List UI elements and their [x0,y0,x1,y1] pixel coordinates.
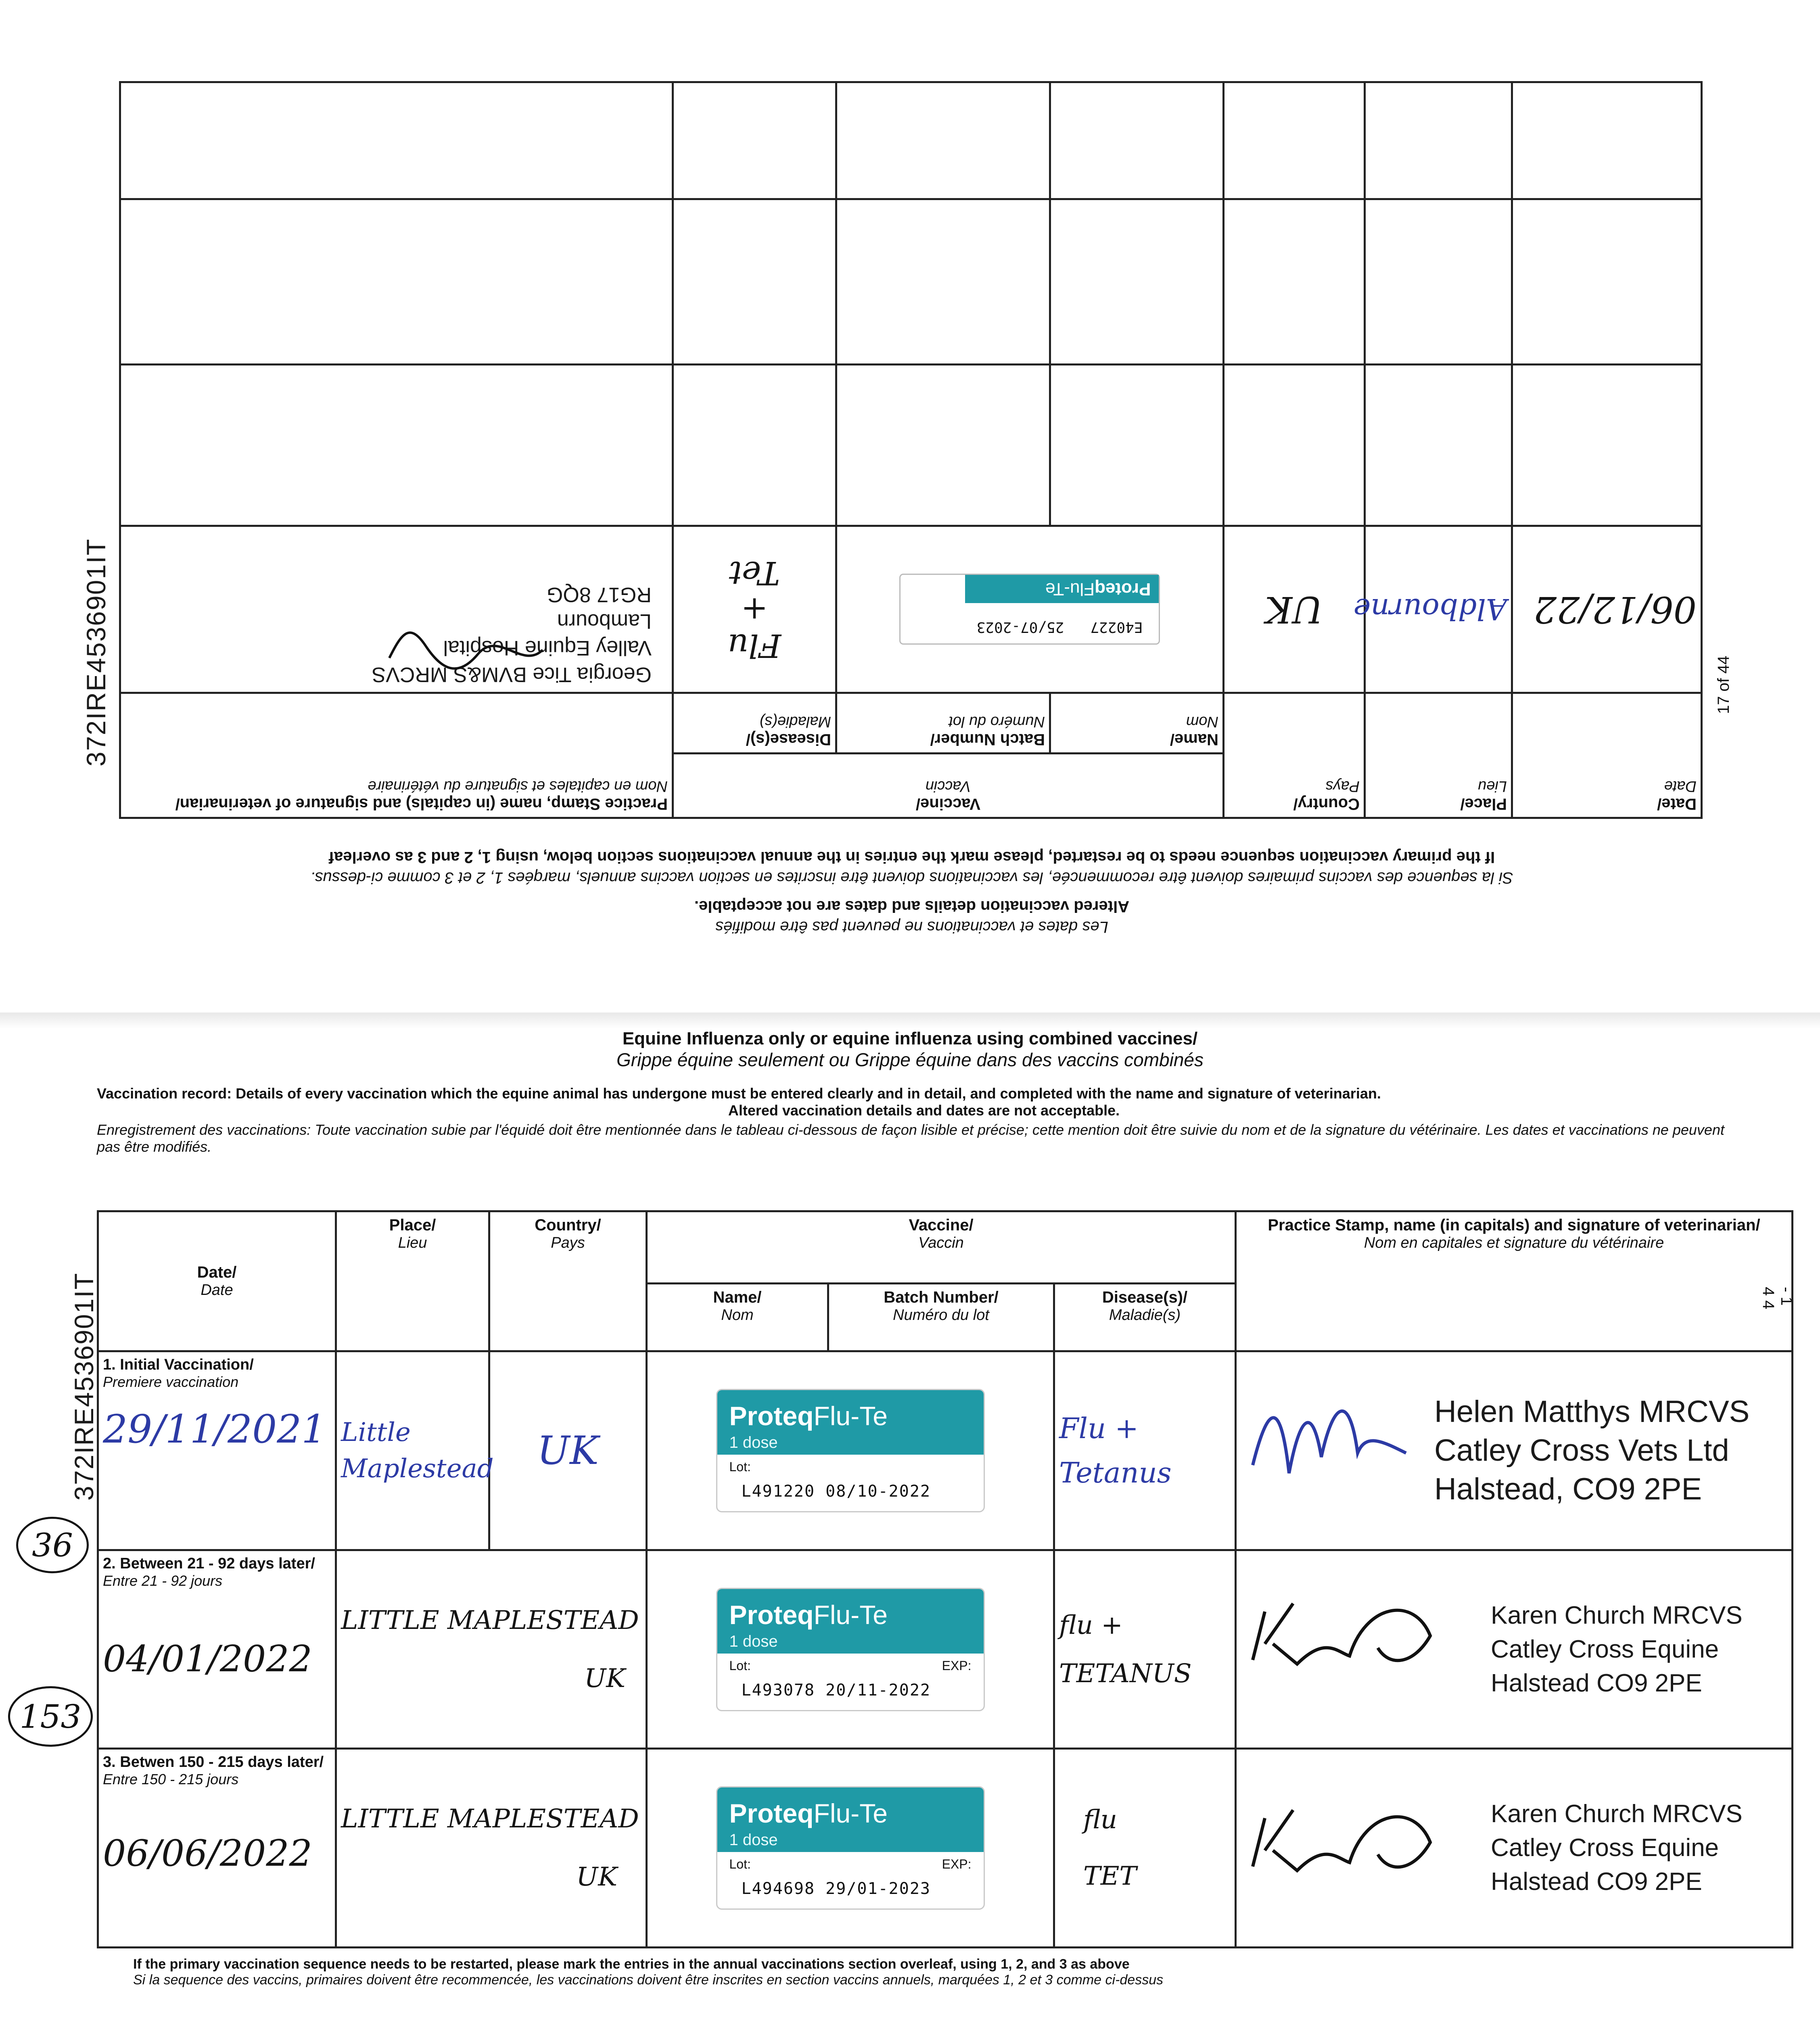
top-entry-disease: Flu + Tet [673,526,836,693]
row-1-vaccine [647,1351,1054,1550]
top-vaccination-table [119,81,1703,819]
row-1-date: 29/11/2021 [103,1407,326,1452]
top-vet-postcode: RG17 8QG [546,583,652,606]
bottom-footer [133,1956,1707,1988]
top-vet-signature [385,626,547,674]
top-entry-vaccine [836,526,1224,693]
top-header-batch: Batch Number/ Numéro du lot [836,693,1050,754]
bottom-page-marker: - 1 4 4 [1759,1287,1795,1309]
bottom-header-disease: Disease(s)/ Maladie(s) [1054,1284,1236,1351]
row-2-vaccine [647,1550,1054,1749]
margin-note-36: 36 [16,1517,89,1573]
margin-note-153: 153 [8,1686,93,1747]
bottom-vaccination-table [97,1210,1793,1948]
row-2-vet-address: Halstead CO9 2PE [1491,1669,1702,1697]
row-3-vet-address: Halstead CO9 2PE [1491,1868,1702,1896]
bottom-footer-fr: Si la sequence des vaccins, primaires doivent être recommencée, les vaccinations doivent être inscrites en section vaccins annuels, marquées 1, 2 et 3 comme ci-dessus [133,1972,1164,1988]
top-notice-fr-2: Les dates et vaccinations ne peuvent pas être modifiés [715,918,1108,936]
bottom-header-name: Name/ Nom [647,1284,828,1351]
top-notice-en-1: If the primary vaccination sequence needs to be restarted, please mark the entries in the annual vaccinations section below, using 1, 2 and 3 as overleaf [328,848,1495,866]
row-2-place: LITTLE MAPLESTEAD UK [336,1550,647,1749]
top-vet-town: Lambourn [557,610,652,633]
row-2-batch: L493078 20/11-2022 [741,1681,931,1700]
bottom-footer-en: If the primary vaccination sequence needs to be restarted, please mark the entries in the annual vaccinations section overleaf, using 1, 2, and 3 as above [133,1956,1130,1972]
row-1-date-cell: 1. Initial Vaccination/ Premiere vaccination 29/11/2021 [98,1351,336,1550]
row-2-vaccine-sticker: ProteqFlu-Te 1 dose Lot: EXP: L493078 20/11-2022 [716,1588,985,1711]
top-notices [121,819,1703,940]
bottom-header-batch: Batch Number/ Numéro du lot [828,1284,1054,1351]
top-header-stamp: Practice Stamp, name (in capitals) and signature of veterinarian/ Nom en capitales et signature du vétérinaire [120,693,673,818]
top-entry-date: 06/12/22 [1512,526,1702,693]
vaccination-row-2 [98,1550,1793,1749]
top-entry-place: Aldbourne [1365,526,1512,693]
row-3-vet-practice: Catley Cross Equine [1491,1834,1719,1862]
row-1-disease: Flu + Tetanus [1054,1351,1236,1550]
row-2-disease: flu + TETANUS [1054,1550,1236,1749]
bottom-page [0,1025,1820,2017]
bottom-header-vaccine: Vaccine/ Vaccin [647,1211,1236,1284]
top-empty-row-2 [120,199,1701,365]
row-3-batch: L494698 29/01-2023 [741,1879,931,1898]
row-2-vet-signature [1245,1587,1471,1692]
row-3-vaccine-sticker: ProteqFlu-Te 1 dose Lot: EXP: L494698 29/01-2023 [716,1786,985,1910]
row-2-country: UK [584,1663,625,1693]
row-2-date-cell: 2. Between 21 - 92 days later/ Entre 21 - 92 jours 04/01/2022 [98,1550,336,1749]
top-empty-row-1 [120,365,1701,526]
row-2-vet-name: Karen Church MRCVS [1491,1601,1743,1629]
row-3-date: 06/06/2022 [103,1832,312,1875]
bottom-passport-number: 372IRE4536901IT [69,1272,99,1501]
top-vaccine-sticker: ProteqFlu-Te E40227 25/07-2023 [900,574,1160,645]
top-passport-number: 372IRE4536901IT [81,538,111,766]
top-header-place: Place/ Lieu [1365,693,1512,818]
top-entry-row [120,526,1701,693]
vaccination-row-3 [98,1749,1793,1948]
bottom-header-stamp: Practice Stamp, name (in capitals) and signature of veterinarian/ Nom en capitales et signature du vétérinaire [1236,1211,1793,1351]
bottom-title [0,1029,1820,1071]
row-2-vet-practice: Catley Cross Equine [1491,1635,1719,1663]
bottom-header-country: Country/ Pays [489,1211,647,1351]
row-1-country: UK [489,1351,647,1550]
row-3-vaccine [647,1749,1054,1948]
row-1-vaccine-sticker: ProteqFlu-Te 1 dose Lot: L491220 08/10-2022 [716,1389,985,1512]
top-header-date: Date/ Date [1512,693,1702,818]
top-empty-row-3 [120,82,1701,199]
row-3-vet-name: Karen Church MRCVS [1491,1800,1743,1828]
top-header-disease: Disease(s)/ Maladie(s) [673,693,836,754]
top-notice-fr-1: Si la sequence des vaccins primaires doivent être recommencée, les vaccinations doivent être inscrites en section vaccins annuels, marqées 1, 2 et 3 comme ci-dessus. [310,869,1513,887]
row-3-country: UK [576,1862,617,1892]
vaccination-row-1 [98,1351,1793,1550]
row-1-vet-practice: Catley Cross Vets Ltd [1434,1433,1729,1468]
row-2-vet [1236,1550,1793,1749]
row-3-vet-signature [1245,1794,1471,1899]
row-1-vet-name: Helen Matthys MRCVS [1434,1394,1750,1429]
row-3-disease: flu TET [1054,1749,1236,1948]
bottom-header-place: Place/ Lieu [336,1211,489,1351]
top-vet-name: Georgia Tice BVM&S MRCVS [372,663,652,686]
top-header-name: Name/ Nom [1050,693,1224,754]
row-3-date-cell: 3. Betwen 150 - 215 days later/ Entre 150 - 215 jours 06/06/2022 [98,1749,336,1948]
bottom-title-fr: Grippe équine seulement ou Grippe équine dans des vaccins combinés [616,1049,1204,1070]
top-entry-country: UK [1224,526,1365,693]
row-1-place: Little Maplestead [336,1351,489,1550]
top-header-vaccine: Vaccine/ Vaccin [673,754,1223,818]
row-1-batch: L491220 08/10-2022 [741,1482,931,1501]
top-form [121,93,1732,940]
bottom-title-en: Equine Influenza only or equine influenza using combined vaccines/ [622,1029,1198,1048]
row-1-vet [1236,1351,1793,1550]
row-1-vet-signature [1245,1384,1414,1489]
top-notice-en-2: Altered vaccination details and dates are not acceptable. [694,898,1130,915]
top-entry-vet [120,526,673,693]
row-2-date: 04/01/2022 [103,1637,312,1680]
bottom-record-instructions: Vaccination record: Details of every vaccination which the equine animal has undergone must be entered clearly and in detail, and completed with the name and signature of veterinarian. Altered vaccination details and dates are not acceptable. Enregistrement des vaccinations: Toute vaccination subie par l'équidé doit être mentionnée dans le tableau ci-dessous de façon lisible et précise; cette mention doit être suivie du nom et de la signature du vétérinaire. Les dates et vaccinations ne peuvent pas être modifiés. [97,1085,1724,1155]
row-1-vet-address: Halstead, CO9 2PE [1434,1472,1702,1506]
top-header-country: Country/ Pays [1224,693,1365,818]
top-vet-practice: Valley Equine Hospital [443,636,652,660]
row-3-vet [1236,1749,1793,1948]
bottom-header-date: Date/ Date [98,1211,336,1351]
top-page-marker: 17 of 44 [1715,656,1732,714]
row-3-place: LITTLE MAPLESTEAD UK [336,1749,647,1948]
